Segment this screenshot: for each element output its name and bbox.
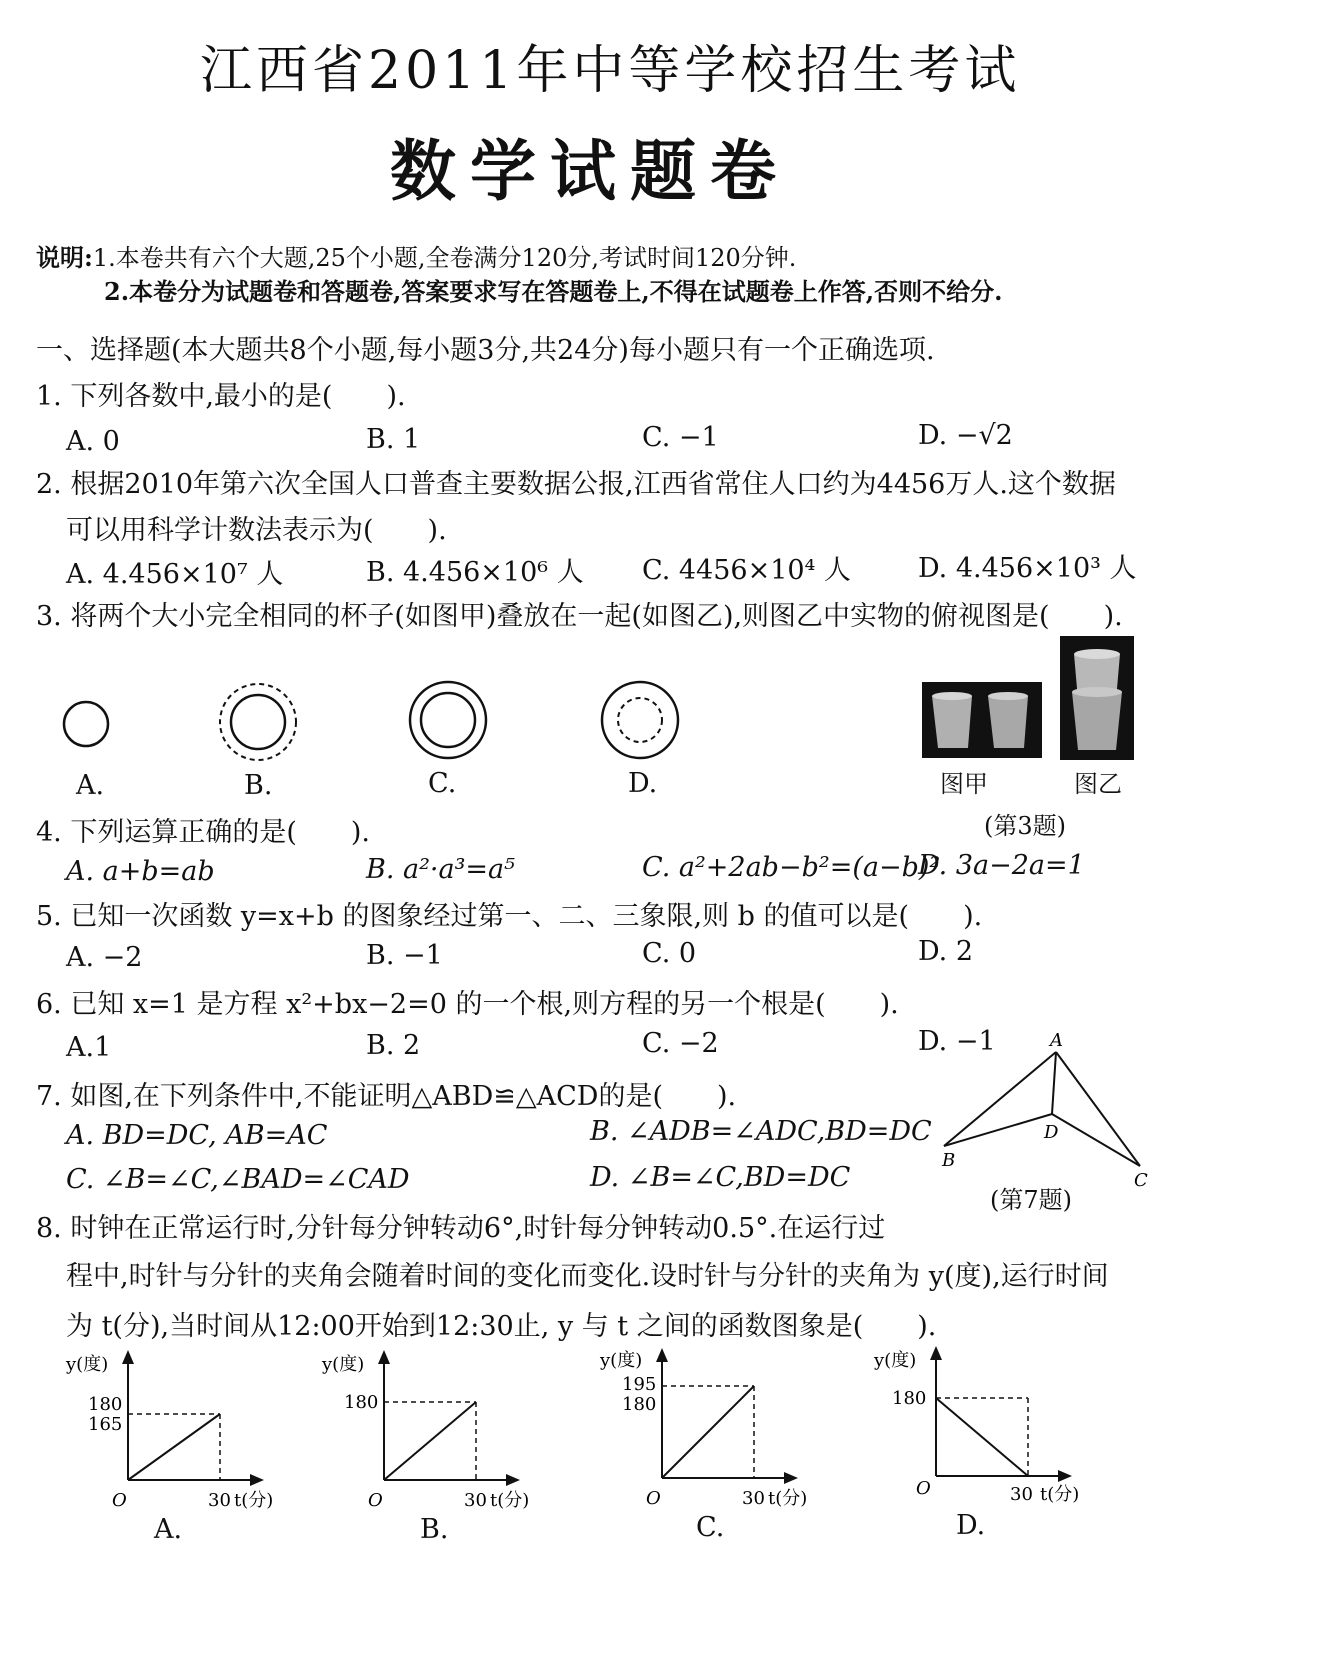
notes-text-1: 1.本卷共有六个大题,25个小题,全卷满分120分,考试时间120分钟. [92,244,797,272]
graph-b-ylabel: y(度) [322,1354,365,1375]
q3-d-inner-dashed [618,698,662,742]
q3-caption: (第3题) [984,812,1066,840]
point-a-label: A [1050,1030,1063,1051]
q2-option-c: C. 4456×10⁴ 人 [642,555,851,586]
point-d-label: D [1044,1122,1059,1143]
q4-option-a: A. a+b=ab [66,856,215,887]
graph-b-tick-30: 30 [464,1490,487,1511]
graph-b-xlabel: t(分) [490,1490,530,1511]
q8-graph-a [60,1350,274,1520]
exam-title: 江西省2011年中等学校招生考试 [200,41,1021,101]
graph-a-tick-165: 165 [88,1414,123,1435]
graph-b-tick-180: 180 [344,1392,379,1413]
question-8-stem-2: 程中,时针与分针的夹角会随着时间的变化而变化.设时针与分针的夹角为 y(度),运行时间 [66,1261,1109,1292]
q8-option-c: C. [696,1512,725,1543]
question-8-stem-3: 为 t(分),当时间从12:00开始到12:30止, y 与 t 之间的函数图象是( ). [66,1311,937,1342]
question-4-stem: 4. 下列运算正确的是( ). [36,817,370,848]
question-8-stem-1: 8. 时钟在正常运行时,分针每分钟转动6°,时针每分钟转动0.5°.在运行过 [36,1213,886,1244]
graph-a-ylabel: y(度) [66,1354,109,1375]
q3-top-view-options [40,668,740,778]
graph-c-tick-180: 180 [622,1394,657,1415]
q8-graph-b [316,1350,530,1520]
notes-label: 说明: [36,243,93,272]
figure-label-yi: 图乙 [1074,770,1122,798]
cups-photo-yi [1060,636,1134,760]
q7-option-a: A. BD=DC, AB=AC [66,1120,328,1151]
point-c-label: C [1134,1170,1148,1191]
graph-d-tick-30: 30 [1010,1484,1033,1505]
cups-photo-jia [922,682,1042,758]
graph-d-tick-180: 180 [892,1388,927,1409]
q7-option-b: B. ∠ADB=∠ADC,BD=DC [590,1116,932,1147]
graph-c-tick-195: 195 [622,1374,657,1395]
paper-subtitle: 数学试题卷 [390,132,790,210]
question-6-stem: 6. 已知 x=1 是方程 x²+bx−2=0 的一个根,则方程的另一个根是( ). [36,989,899,1020]
q1-option-b: B. 1 [366,424,421,455]
graph-c-ylabel: y(度) [600,1350,643,1371]
q2-option-a: A. 4.456×10⁷ 人 [66,559,284,590]
point-b-label: B [942,1150,956,1171]
graph-a-xlabel: t(分) [234,1490,274,1511]
q5-option-d: D. 2 [918,936,974,967]
q8-graph-d [868,1346,1078,1516]
q7-caption: (第7题) [990,1186,1072,1214]
figure-label-jia: 图甲 [940,770,988,798]
q3-d-outer [602,682,678,758]
q1-option-c: C. −1 [642,422,719,453]
q5-option-c: C. 0 [642,938,697,969]
graph-c-tick-30: 30 [742,1488,765,1509]
q3-option-a: A. [76,770,105,801]
q6-option-c: C. −2 [642,1028,719,1059]
q3-option-c: C. [428,768,457,799]
question-1-stem: 1. 下列各数中,最小的是( ). [36,381,406,412]
graph-c-xlabel: t(分) [768,1488,808,1509]
section-heading: 一、选择题(本大题共8个小题,每小题3分,共24分)每小题只有一个正确选项. [36,335,935,366]
question-5-stem: 5. 已知一次函数 y=x+b 的图象经过第一、二、三象限,则 b 的值可以是( ). [36,901,983,932]
q2-option-b: B. 4.456×10⁶ 人 [366,557,584,588]
graph-a-origin: O [112,1490,127,1511]
q3-c-inner [421,693,475,747]
q4-option-c: C. a²+2ab−b²=(a−b)² [642,852,941,883]
q6-option-b: B. 2 [366,1030,421,1061]
q8-option-b: B. [420,1514,449,1545]
q2-option-d: D. 4.456×10³ 人 [918,553,1137,584]
q5-option-a: A. −2 [66,942,143,973]
graph-d-ylabel: y(度) [874,1350,917,1371]
question-3-stem: 3. 将两个大小完全相同的杯子(如图甲)叠放在一起(如图乙),则图乙中实物的俯视图是( ). [36,601,1123,632]
graph-d-origin: O [916,1478,931,1499]
q7-triangle-figure [930,1030,1170,1190]
q3-option-b: B. [244,770,273,801]
question-2-stem-1: 2. 根据2010年第六次全国人口普查主要数据公报,江西省常住人口约为4456万人.这个数据 [36,469,1116,500]
notes-line-2: 2.本卷分为试题卷和答题卷,答案要求写在答题卷上,不得在试题卷上作答,否则不给分. [104,277,1003,306]
notes-line-1 [36,238,796,273]
question-7-stem: 7. 如图,在下列条件中,不能证明△ABD≌△ACD的是( ). [36,1081,737,1112]
q7-option-c: C. ∠B=∠C,∠BAD=∠CAD [66,1164,410,1195]
q8-option-d: D. [956,1510,986,1541]
q6-option-d: D. −1 [918,1026,996,1057]
q3-option-d: D. [628,768,658,799]
q4-option-b: B. a²·a³=a⁵ [366,854,515,885]
graph-b-origin: O [368,1490,383,1511]
q1-option-d: D. −√2 [918,420,1013,451]
q3-b-inner [231,695,285,749]
question-2-stem-2: 可以用科学计数法表示为( ). [66,515,447,546]
q7-option-d: D. ∠B=∠C,BD=DC [590,1162,851,1193]
q1-option-a: A. 0 [66,426,120,457]
graph-c-origin: O [646,1488,661,1509]
q6-option-a: A.1 [66,1032,112,1063]
q4-option-d: D. 3a−2a=1 [918,850,1085,881]
q5-option-b: B. −1 [366,940,443,971]
q3-a-circle [64,702,108,746]
graph-a-tick-180: 180 [88,1394,123,1415]
graph-a-tick-30: 30 [208,1490,231,1511]
graph-d-xlabel: t(分) [1040,1484,1080,1505]
q8-graph-c [594,1348,808,1518]
q8-option-a: A. [154,1514,183,1545]
